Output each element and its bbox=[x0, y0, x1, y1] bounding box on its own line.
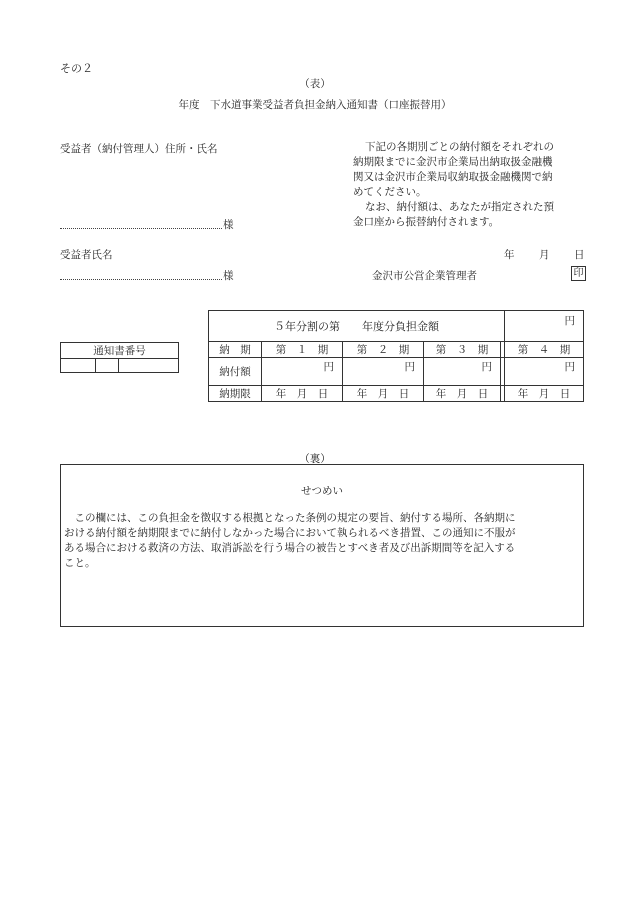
explanation-line: こと。 bbox=[64, 557, 96, 569]
notice-line: 下記の各期別ごとの納付額をそれぞれの bbox=[365, 141, 554, 153]
period-3-header: 第 ３ 期 bbox=[424, 342, 501, 358]
notice-number-cell bbox=[61, 359, 96, 373]
installment-title: ５年分割の第 年度分負担金額 bbox=[209, 311, 505, 342]
deadline-row-label: 納期限 bbox=[209, 386, 262, 402]
beneficiary-name-label: 受益者氏名 bbox=[60, 249, 113, 261]
notice-line: なお、納付額は、あなたが指定された預 bbox=[365, 201, 554, 213]
notice-paragraph-1 bbox=[353, 140, 588, 230]
honorific-2: 様 bbox=[223, 270, 234, 282]
period-1-amount: 円 bbox=[262, 358, 343, 386]
explanation-heading: せつめい bbox=[301, 485, 343, 497]
period-3-deadline: 年 月 日 bbox=[424, 386, 501, 402]
payer-address-label: 受益者（納付管理人）住所・氏名 bbox=[60, 143, 218, 155]
explanation-box bbox=[60, 464, 584, 627]
front-side-label: （表） bbox=[299, 78, 331, 90]
explanation-text bbox=[64, 511, 584, 571]
address-line bbox=[60, 228, 222, 229]
date-year: 年 bbox=[504, 249, 515, 261]
form-number: その２ bbox=[60, 62, 93, 75]
honorific-1: 様 bbox=[223, 219, 234, 231]
explanation-line: この欄には、この負担金を徴収する根拠となった条例の規定の要旨、納付する場所、各納期に bbox=[64, 512, 516, 524]
notice-line: 金口座から振替納付されます。 bbox=[353, 216, 500, 228]
explanation-line: おける納付額を納期限までに納付しなかった場合において執られるべき措置、この通知に不服が bbox=[64, 527, 516, 539]
notice-number-cell bbox=[119, 359, 179, 373]
period-2-header: 第 ２ 期 bbox=[343, 342, 424, 358]
name-line bbox=[60, 279, 222, 280]
explanation-line: ある場合における救済の方法、取消訴訟を行う場合の被告とすべき者及び出訴期間等を記入する bbox=[64, 542, 516, 554]
issuer-name: 金沢市公営企業管理者 bbox=[372, 270, 477, 282]
notice-line: めてください。 bbox=[353, 186, 427, 198]
amount-row-label: 納付額 bbox=[209, 358, 262, 386]
period-1-deadline: 年 月 日 bbox=[262, 386, 343, 402]
period-2-amount: 円 bbox=[343, 358, 424, 386]
period-1-header: 第 １ 期 bbox=[262, 342, 343, 358]
period-4-amount: 円 bbox=[505, 358, 584, 386]
period-row-label: 納 期 bbox=[209, 342, 262, 358]
notice-number-box bbox=[60, 342, 179, 373]
notice-number-cell bbox=[96, 359, 119, 373]
back-side-label: （裏） bbox=[299, 453, 331, 465]
date-day: 日 bbox=[574, 249, 585, 261]
seal-mark: 印 bbox=[571, 266, 586, 281]
page-title: 年度 下水道事業受益者負担金納入通知書（口座振替用） bbox=[178, 99, 452, 111]
period-3-amount: 円 bbox=[424, 358, 501, 386]
period-2-deadline: 年 月 日 bbox=[343, 386, 424, 402]
period-4-deadline: 年 月 日 bbox=[505, 386, 584, 402]
date-month: 月 bbox=[539, 249, 550, 261]
payment-schedule-table bbox=[208, 310, 584, 402]
notice-line: 関又は金沢市企業局収納取扱金融機関で納 bbox=[353, 171, 553, 183]
total-yen: 円 bbox=[505, 311, 584, 342]
notice-number-label: 通知書番号 bbox=[61, 343, 179, 359]
notice-line: 納期限までに金沢市企業局出納取扱金融機 bbox=[353, 156, 553, 168]
period-4-header: 第 ４ 期 bbox=[505, 342, 584, 358]
